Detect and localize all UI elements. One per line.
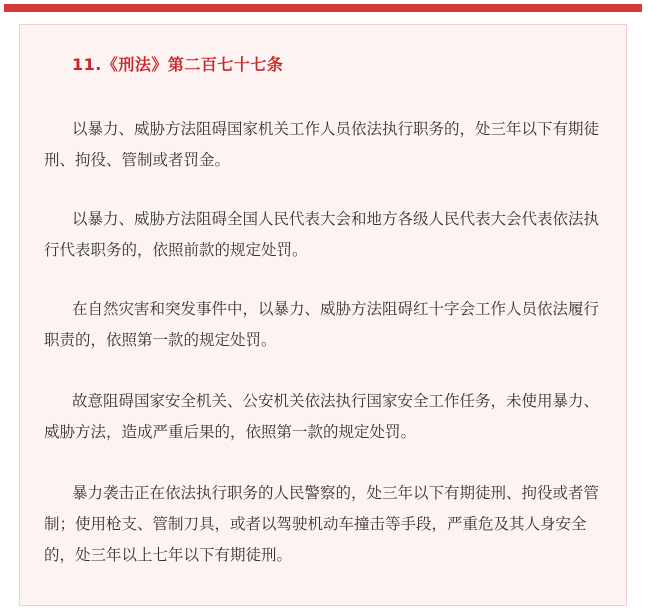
paragraph-2: 以暴力、威胁方法阻碍全国人民代表大会和地方各级人民代表大会代表依法执行代表职务的，依照前款的规定处罚。 (44, 210, 600, 259)
top-accent-bar (4, 4, 642, 12)
paragraph-3: 在自然灾害和突发事件中，以暴力、威胁方法阻碍红十字会工作人员依法履行职责的，依照第一款的规定处罚。 (44, 300, 600, 349)
paragraph-5: 暴力袭击正在依法执行职务的人民警察的，处三年以下有期徒刑、拘役或者管制；使用枪支、管制刀具，或者以驾驶机动车撞击等手段，严重危及其人身安全的，处三年以上七年以下有期徒刑。 (44, 484, 600, 564)
paragraph-4: 故意阻碍国家安全机关、公安机关依法执行国家安全工作任务，未使用暴力、威胁方法，造成严重后果的，依照第一款的规定处罚。 (44, 392, 600, 441)
article-title: 11.《刑法》第二百七十七条 (72, 55, 284, 74)
paragraph-1: 以暴力、威胁方法阻碍国家机关工作人员依法执行职务的，处三年以下有期徒刑、拘役、管制或者罚金。 (44, 120, 600, 169)
